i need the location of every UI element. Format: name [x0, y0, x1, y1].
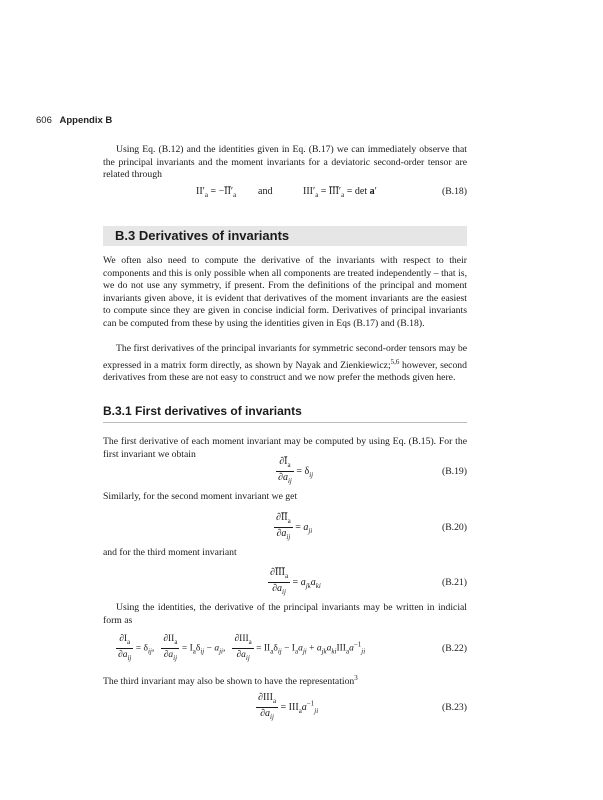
- paragraph-moment-invariant: The first derivative of each moment invariant may be computed by using Eq. (B.15). For the first invariant we obtain: [103, 436, 467, 460]
- equation-b22: $\frac{\partial I_a}{\partial a_{ij}}$ = $\delta_{ij}$, $\frac{\partial II_a}{\partial a_{ij}}$ = $I_a\delta_{ij} - a_{ji}$, $\frac{\partial III_a}{\partial a_{ij}}$ = $II_a\delta_{ij} - I_aa_{ji} + a_{jk}a_{ki}III_aa^{-1}_{ji}$ (B.22): [118, 634, 467, 662]
- equation-label: (B.19): [441, 466, 467, 477]
- equation-label: (B.20): [441, 522, 467, 533]
- equation-label: (B.22): [441, 643, 467, 654]
- paragraph-third-invariant: The third invariant may also be shown to have the representation$^3$: [103, 674, 358, 688]
- section-heading-b3: B.3 Derivatives of invariants: [103, 226, 467, 246]
- header-title: Appendix B: [59, 115, 113, 126]
- paragraph-second-moment: Similarly, for the second moment invariant we get: [103, 491, 298, 502]
- running-header: [36, 115, 112, 126]
- paragraph-derivatives: We often also need to compute the derivative of the invariants with respect to their components and this is only possible when all components are treated independently – that is, we do not use any symmetry, if present. From the definitions of the principal and moment invariants given above, it is evident that derivatives of the moment invariants are the easiest to compute since they are given in concise indicial form. Derivatives of principal invariants can be computed from these by using the identities given in Eqs (B.17) and (B.18).: [103, 255, 467, 329]
- citation-superscript: 3: [354, 674, 358, 682]
- paragraph-third-moment: and for the third moment invariant: [103, 547, 237, 558]
- equation-b23: $\frac{\partial III_a}{\partial a_{ij}}$ = $III_aa^{-1}_{ji}$ (B.23): [258, 692, 467, 721]
- equation-b21: $\frac{\partial ĪĪĪ_a}{\partial a_{ij}}$ = $a_{jk}a_{ki}$ (B.21): [270, 567, 467, 596]
- page-number: 606: [36, 115, 52, 126]
- paragraph-intro: Using Eq. (B.12) and the identities given in Eq. (B.17) we can immediately observe that the principal invariants and the moment invariants for a deviatoric second-order tensor are related through: [103, 144, 467, 180]
- section-heading-b31: B.3.1 First derivatives of invariants: [103, 404, 467, 423]
- equation-label: (B.18): [441, 186, 467, 197]
- paragraph-first-derivatives: The first derivatives of the principal invariants for symmetric second-order tensors may be expressed in a matrix form directly, as shown by Nayak and Zienkiewicz;$^{5,6}$ however, second derivatives from these are not easy to construct and we now prefer the methods given here.: [103, 343, 467, 384]
- equation-and: and: [258, 186, 273, 197]
- equation-b18: $II'_a$ = $-ĪĪ'_a$ and $III'_a$ = $ĪĪĪ'_a = \det a'$ (B.18): [196, 186, 467, 199]
- citation-superscript: 5,6: [390, 357, 400, 366]
- equation-label: (B.23): [441, 702, 467, 713]
- equation-label: (B.21): [441, 577, 467, 588]
- equation-b19: $\frac{\partial Ī_a}{\partial a_{ij}}$ = $\delta_{ij}$ (B.19): [278, 456, 467, 485]
- equation-b20: $\frac{\partial ĪĪ_a}{\partial a_{ij}}$ = $a_{ji}$ (B.20): [276, 512, 467, 541]
- paragraph-identities: Using the identities, the derivative of the principal invariants may be written in indicial form as: [103, 602, 467, 626]
